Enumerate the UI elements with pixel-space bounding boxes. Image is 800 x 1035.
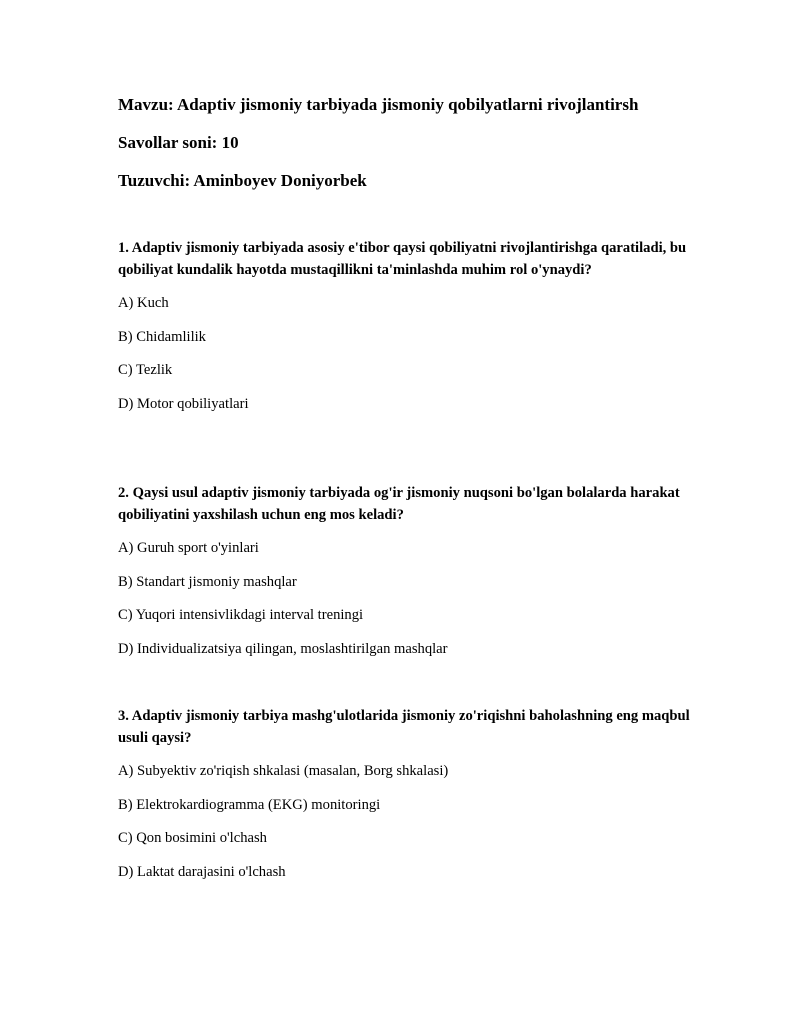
question-3-options <box>118 761 693 882</box>
question-2-text: 2. Qaysi usul adaptiv jismoniy tarbiyada og'ir jismoniy nuqsoni bo'lgan bolalarda harakat qobiliyatini yaxshilash uchun eng mos keladi? <box>118 485 680 523</box>
question-2-option-c: C) Yuqori intensivlikdagi interval treningi <box>118 607 364 624</box>
question-count-heading: Savollar soni: 10 <box>118 133 239 152</box>
question-2-options <box>118 538 693 659</box>
question-1-option-b: B) Chidamlilik <box>118 328 206 345</box>
question-1-option-d: D) Motor qobiliyatlari <box>118 395 249 412</box>
question-2 <box>118 483 693 659</box>
question-1-option-a: A) Kuch <box>118 295 169 311</box>
topic-heading: Mavzu: Adaptiv jismoniy tarbiyada jismoniy qobilyatlarni rivojlantirsh <box>118 95 639 114</box>
question-3-option-c: C) Qon bosimini o'lchash <box>118 830 267 847</box>
question-3-option-b: B) Elektrokardiogramma (EKG) monitoringi <box>118 796 381 813</box>
question-1-options <box>118 293 693 414</box>
question-2-option-d: D) Individualizatsiya qilingan, moslashtirilgan mashqlar <box>118 640 448 657</box>
question-3 <box>118 706 693 882</box>
question-2-option-b: B) Standart jismoniy mashqlar <box>118 573 297 590</box>
question-3-text: 3. Adaptiv jismoniy tarbiya mashg'ulotlarida jismoniy zo'riqishni baholashning eng maqbul usuli qaysi? <box>118 708 690 746</box>
question-3-option-a: A) Subyektiv zo'riqish shkalasi (masalan, Borg shkalasi) <box>118 763 449 779</box>
question-1-text: 1. Adaptiv jismoniy tarbiyada asosiy e'tibor qaysi qobiliyatni rivojlantirishga qaratiladi, bu qobiliyat kundalik hayotda mustaqillikni ta'minlashda muhim rol o'ynaydi? <box>118 240 687 278</box>
author-heading: Tuzuvchi: Aminboyev Doniyorbek <box>118 171 367 190</box>
question-1 <box>118 238 693 414</box>
question-1-option-c: C) Tezlik <box>118 362 173 379</box>
question-3-option-d: D) Laktat darajasini o'lchash <box>118 863 286 880</box>
question-2-option-a: A) Guruh sport o'yinlari <box>118 540 259 556</box>
